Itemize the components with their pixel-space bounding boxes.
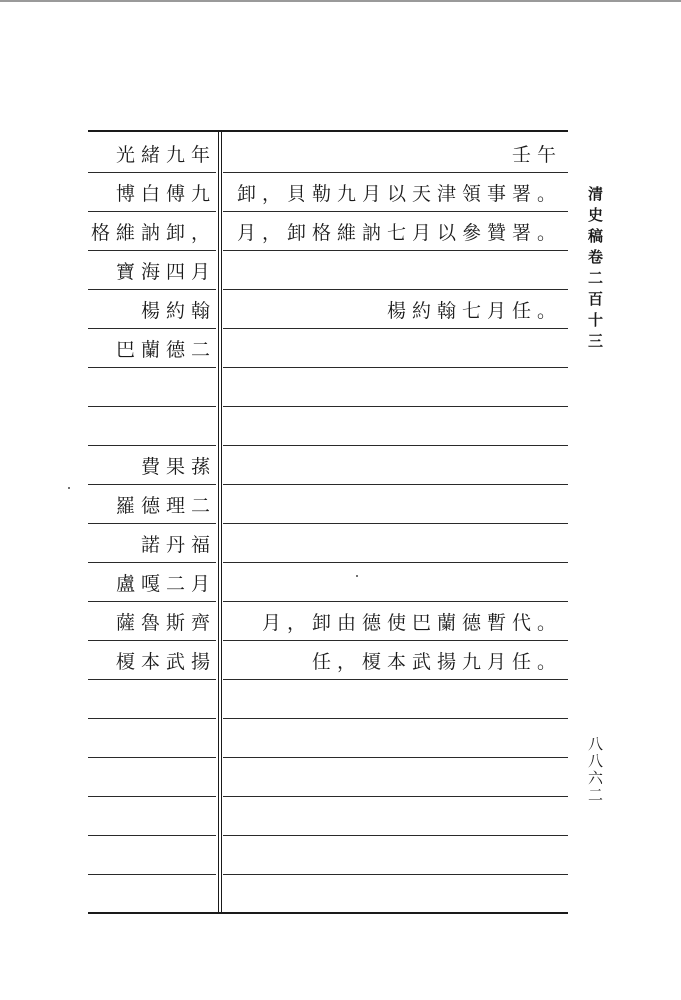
table-cell-right [224,758,562,796]
table-cell-left [90,875,216,913]
table-cell-right [224,797,562,835]
table-cell-left: 薩魯斯齊 [115,611,216,634]
table-cell-right: 卸，貝勒九月以天津領事署。 [236,182,562,205]
table-cell-left: 楊約翰 [140,299,216,322]
table-cell-right [224,524,562,562]
table-cell-left [90,836,216,874]
scan-speck [356,575,358,577]
table-cell-left [90,407,216,445]
table-cell-left: 榎本武揚 [115,650,216,673]
table-cell-right [224,446,562,484]
scan-speck [68,487,70,489]
column-divider [221,131,222,912]
table-cell-left [90,368,216,406]
table-cell-right [224,875,562,913]
table-cell-left: 巴蘭德二 [115,338,216,361]
table-cell-left [90,719,216,757]
table-cell-left [90,680,216,718]
table-cell-right [224,680,562,718]
table-cell-right: 壬午 [511,143,562,166]
table-cell-right [224,485,562,523]
table-cell-left [90,797,216,835]
table-cell-right: 任，榎本武揚九月任。 [311,650,562,673]
table-cell-left: 寶海四月 [115,260,216,283]
table-cell-right: 月，卸格維訥七月以參贊署。 [236,221,562,244]
table-top-rule [88,130,568,132]
table-cell-right: 月，卸由德使巴蘭德暫代。 [261,611,562,634]
table-cell-left: 費果蓀 [140,455,216,478]
table-cell-right [224,836,562,874]
table-cell-right [224,329,562,367]
table-cell-left: 盧嘎二月 [115,572,216,595]
table-cell-left: 博白傅九 [115,182,216,205]
column-divider [218,131,219,912]
table-cell-right [224,368,562,406]
table-cell-left: 格維訥卸， [90,221,216,244]
table-cell-right [224,719,562,757]
table-cell-left [90,758,216,796]
table-cell-right: 楊約翰七月任。 [386,299,562,322]
table-cell-right [224,251,562,289]
side-title: 清史稿卷二百十三 [586,186,604,354]
table-cell-right [224,407,562,445]
table-cell-right [224,563,562,601]
table-cell-left: 諾丹福 [140,533,216,556]
page-top-border [0,0,681,2]
table-cell-left: 光緒九年 [115,143,216,166]
side-page-number: 八八六二 [586,736,604,804]
table-cell-left: 羅德理二 [115,494,216,517]
